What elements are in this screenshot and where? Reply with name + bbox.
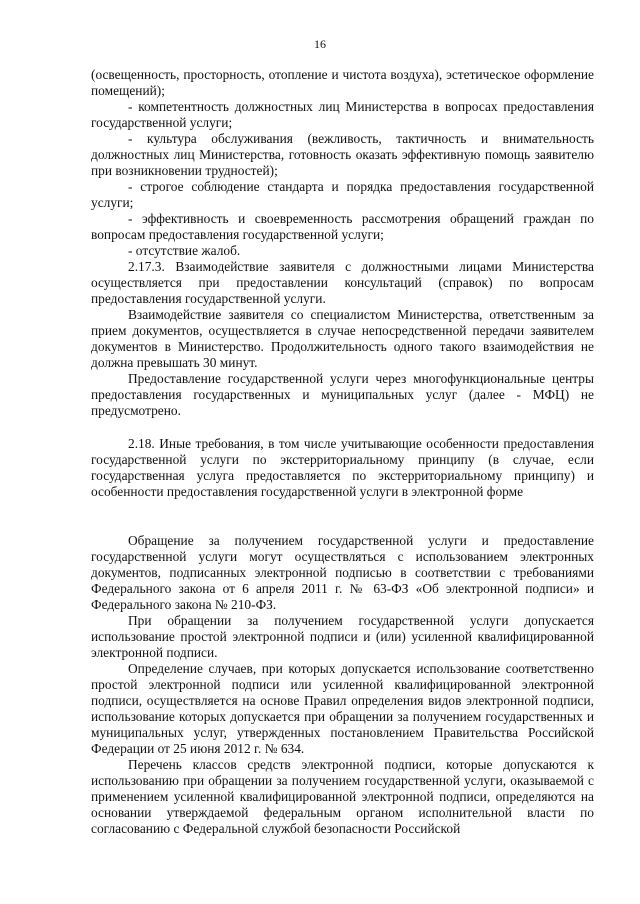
list-item-service-culture: - культура обслуживания (вежливость, тактичность и внимательность должностных лиц Министерства, готовность оказать эффективную помощь заявителю при возникновении трудностей); (91, 131, 594, 178)
list-item-efficiency: - эффективность и своевременность рассмотрения обращений граждан по вопросам предоставления государственной услуги; (91, 211, 594, 242)
list-item-competence: - компетентность должностных лиц Министерства в вопросах предоставления государственной услуги; (91, 99, 594, 130)
list-item-no-complaints: - отсутствие жалоб. (128, 243, 241, 258)
document-body (91, 67, 594, 837)
page-number: 16 (314, 37, 326, 51)
paragraph-specialist-interaction: Взаимодействие заявителя со специалистом Министерства, ответственным за прием документов, осуществляется в случае непосредственной передачи заявителем документов в Министерство. Продолжительность одного такого взаимодействия не должна превышать 30 минут. (91, 307, 594, 370)
paragraph-signature-classes: Перечень классов средств электронной подписи, которые допускаются к использованию при обращении за получением государственной услуги, оказываемой с применением усиленной квалифицированной электронной подписи, определяются на основании утверждаемой федеральным органом исполнительной власти по согласованию с Федеральной службой безопасности Российской (91, 757, 594, 836)
section-heading-2-18: 2.18. Иные требования, в том числе учитывающие особенности предоставления государственной услуги по экстерриториальному принципу (в случае, если государственная услуга предоставляется по экстерриториальному принципу) и особенности предоставления государственной услуги в электронной форме (91, 436, 594, 499)
list-item-standard-compliance: - строгое соблюдение стандарта и порядка предоставления государственной услуги; (91, 179, 594, 210)
paragraph-signature-rules: Определение случаев, при которых допускается использование соответственно простой электронной подписи или усиленной квалифицированной электронной подписи, осуществляется на основе Правил определения видов электронной подписи, использование которых допускается при обращении за получением государственных и муниципальных услуг, утвержденных постановлением Правительства Российской Федерации от 25 июня 2012 г. № 634. (91, 661, 594, 756)
paragraph-mfc: Предоставление государственной услуги через многофункциональные центры предоставления государственных и муниципальных услуг (далее - МФЦ) не предусмотрено. (91, 371, 594, 418)
paragraph-2-17-3: 2.17.3. Взаимодействие заявителя с должностными лицами Министерства осуществляется при предоставлении консультаций (справок) по вопросам предоставления государственной услуги. (91, 259, 594, 306)
paragraph-electronic-documents: Обращение за получением государственной услуги и предоставление государственной услуги могут осуществляться с использованием электронных документов, подписанных электронной подписью в соответствии с требованиями Федерального закона от 6 апреля 2011 г. № 63-ФЗ «Об электронной подписи» и Федерального закона № 210-ФЗ. (91, 533, 594, 612)
paragraph-signature-types: При обращении за получением государственной услуги допускается использование простой электронной подписи и (или) усиленной квалифицированной электронной подписи. (91, 613, 594, 660)
paragraph-continuation: (освещенность, просторность, отопление и чистота воздуха), эстетическое оформление помещений); (91, 67, 594, 98)
